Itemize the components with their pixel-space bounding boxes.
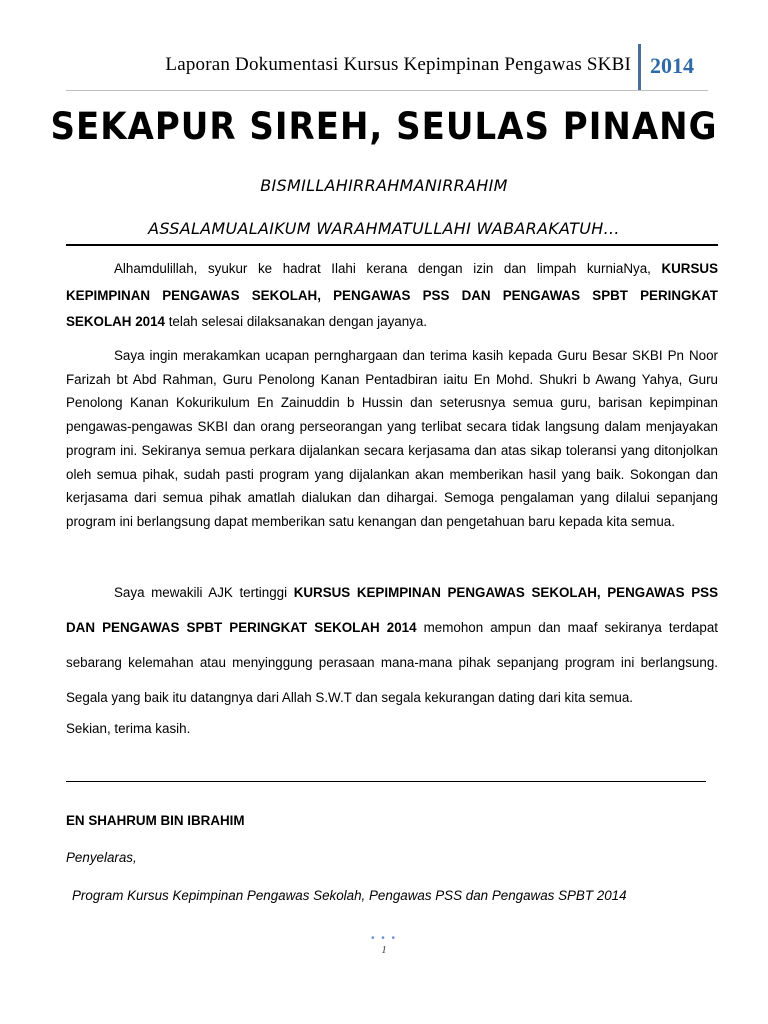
paragraph-apology-bold: KURSUS KEPIMPINAN PENGAWAS SEKOLAH, PENGAWAS PSS DAN PENGAWAS SPBT PERINGKAT SEKOLAH 2014 xyxy=(66,585,718,635)
footer-dots-icon: • • • xyxy=(370,933,398,944)
header-year: 2014 xyxy=(650,53,694,78)
paragraph-appreciation-text: Saya ingin merakamkan ucapan pernghargaan dan terima kasih kepada Guru Besar SKBI Pn Noor Farizah bt Abd Rahman, Guru Penolong Kanan Pentadbiran iaitu En Mohd. Shukri b Awang Yahya, Guru Penolong Kanan Kokurikulum En Zainuddin b Hussin dan seterusnya semua guru, barisan kepimpinan pengawas-pengawas SKBI dan orang perseorangan yang terlibat secara tidak langsung dalam menjayakan program ini. Sekiranya semua perkara dijalankan secara kerjasama dan atas sikap toleransi yang ditonjolkan oleh semua pihak, sudah pasti program yang dijalankan akan memberikan hasil yang baik. Sokongan dan kerjasama dari semua pihak amatlah dialukan dan dihargai. Semoga pengalaman yang dilalui sepanjang program ini berlangsung dapat memberikan satu kenangan dan pengetahuan baru kepada kita semua. xyxy=(66,348,718,529)
closing-text: Sekian, terima kasih. xyxy=(66,721,191,736)
heading-rule xyxy=(66,244,718,246)
paragraph-appreciation xyxy=(66,344,718,534)
page-header xyxy=(66,44,708,91)
paragraph-apology xyxy=(66,575,718,715)
page-number: 1 xyxy=(381,944,387,956)
header-divider xyxy=(638,44,641,90)
signatory-role: Penyelaras, xyxy=(66,850,137,865)
paragraph-opening-bold: KURSUS KEPIMPINAN PENGAWAS SEKOLAH, PENGAWAS PSS DAN PENGAWAS SPBT PERINGKAT SEKOLAH 2014 xyxy=(66,261,718,329)
paragraph-apology-text: Saya mewakili AJK tertinggi xyxy=(114,585,294,600)
page-footer xyxy=(364,934,404,956)
paragraph-opening-end: telah selesai dilaksanakan dengan jayanya. xyxy=(164,314,428,329)
paragraph-opening xyxy=(66,256,718,336)
salam-heading: ASSALAMUALAIKUM WARAHMATULLAHI WABARAKATUH… xyxy=(148,219,620,238)
page-title: SEKAPUR SIREH, SEULAS PINANG xyxy=(50,105,718,149)
signature-line xyxy=(66,781,706,782)
header-title: Laporan Dokumentasi Kursus Kepimpinan Pengawas SKBI xyxy=(165,54,631,75)
signatory-program: Program Kursus Kepimpinan Pengawas Sekolah, Pengawas PSS dan Pengawas SPBT 2014 xyxy=(72,888,627,903)
bismillah-heading: BISMILLAHIRRAHMANIRRAHIM xyxy=(260,176,508,195)
paragraph-opening-text: Alhamdulillah, syukur ke hadrat Ilahi kerana dengan izin dan limpah kurniaNya, xyxy=(114,261,662,276)
paragraph-apology-end: memohon ampun dan maaf sekiranya terdapat sebarang kelemahan atau menyinggung perasaan mana-mana pihak sepanjang program ini berlangsung. Segala yang baik itu datangnya dari Allah S.W.T dan segala kekurangan dating dari kita semua. xyxy=(66,620,718,705)
signatory-name: EN SHAHRUM BIN IBRAHIM xyxy=(66,813,245,828)
